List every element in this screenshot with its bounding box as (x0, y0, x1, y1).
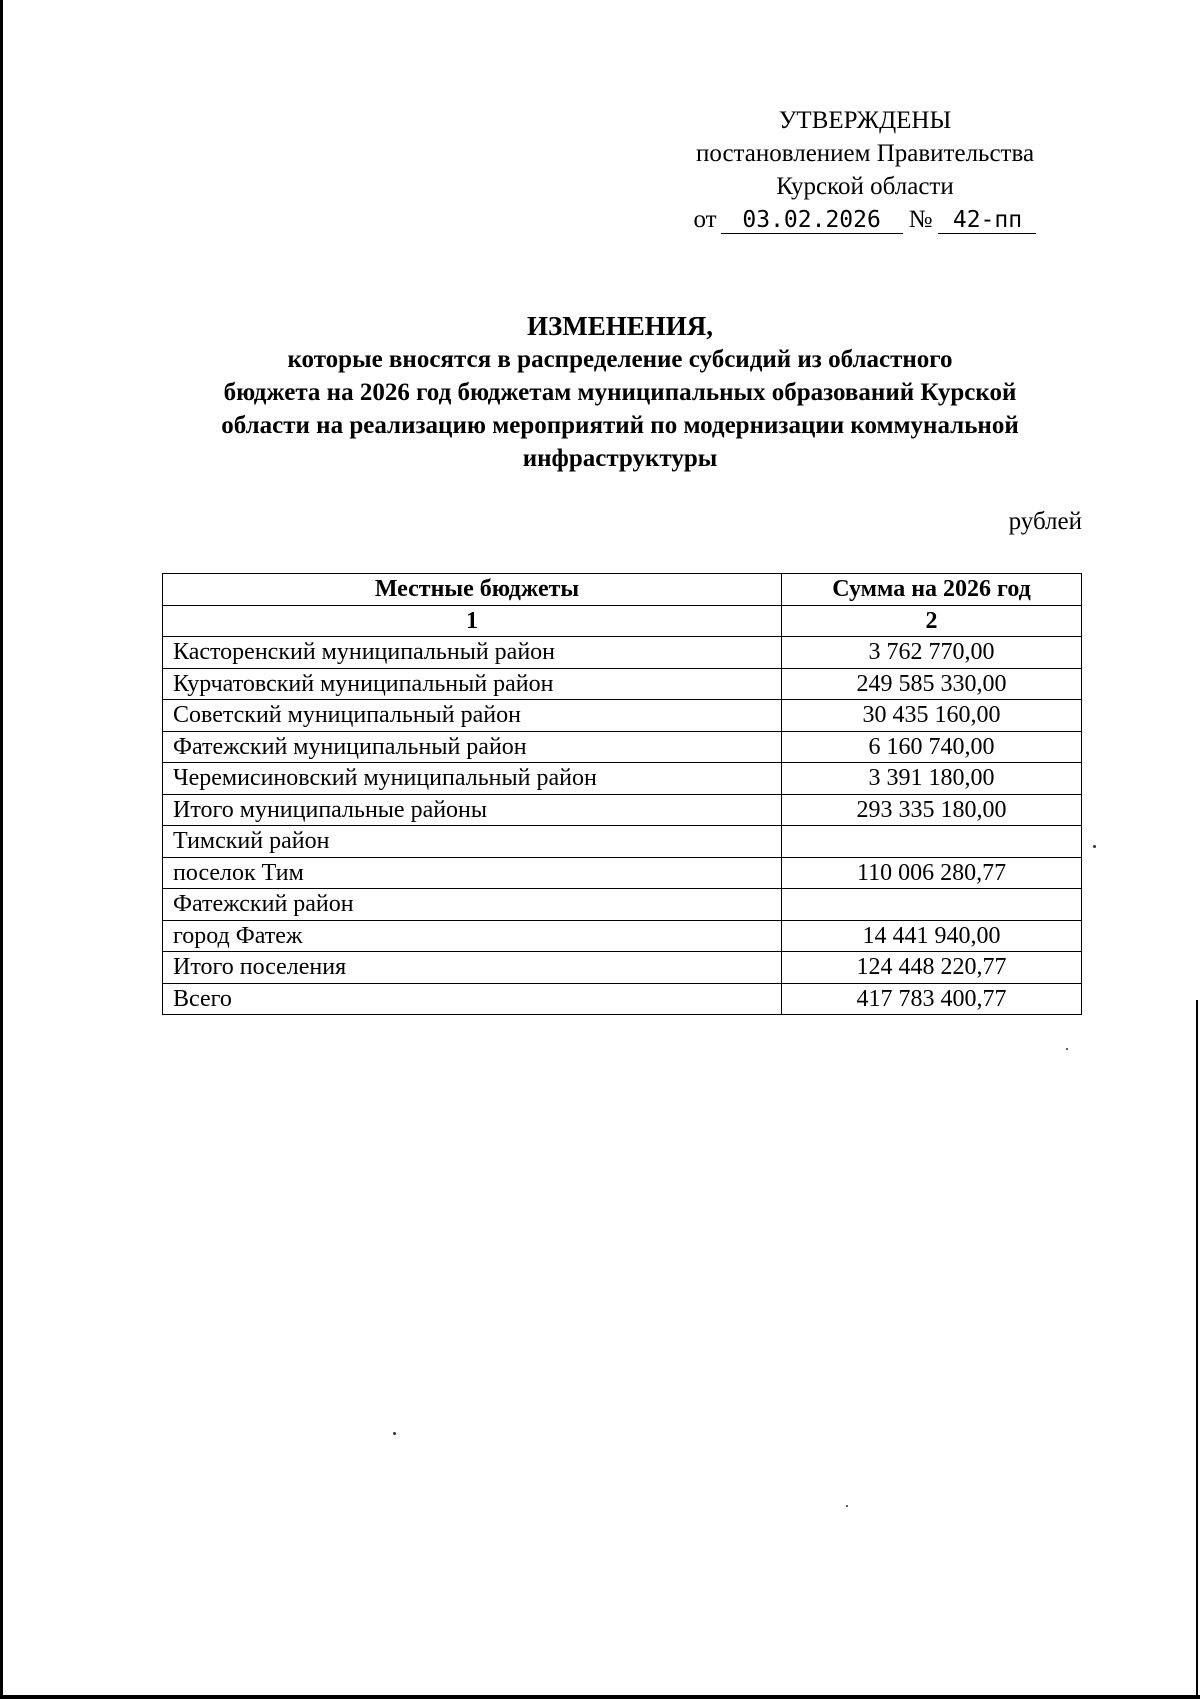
table-row (163, 920, 1082, 952)
column-number-row (163, 605, 1082, 637)
row-name: Советский муниципальный район (163, 700, 782, 732)
row-sum (782, 826, 1082, 858)
row-name: город Фатеж (163, 920, 782, 952)
column-number-2: 2 (782, 605, 1082, 637)
row-sum: 417 783 400,77 (782, 983, 1082, 1015)
table-row (163, 700, 1082, 732)
row-name: Черемисиновский муниципальный район (163, 763, 782, 795)
scan-border-left (0, 0, 3, 1699)
approval-block (640, 104, 1090, 236)
column-number-1: 1 (163, 605, 782, 637)
approval-date-line (640, 203, 1090, 236)
approval-title: УТВЕРЖДЕНЫ (778, 107, 952, 134)
date-prefix: от (693, 206, 717, 233)
scan-border-bottom (0, 1695, 1200, 1699)
scan-speck (846, 1505, 848, 1507)
row-name: Курчатовский муниципальный район (163, 668, 782, 700)
scan-speck (1093, 845, 1096, 848)
resolution-number: 42-пп (938, 207, 1036, 234)
units-label: рублей (1008, 508, 1082, 535)
row-name: Касторенский муниципальный район (163, 637, 782, 669)
table-row-group-fatezh (163, 889, 1082, 921)
row-name: Итого муниципальные районы (163, 794, 782, 826)
approval-region-line: Курской области (776, 173, 954, 200)
title-heading: ИЗМЕНЕНИЯ, (526, 311, 713, 341)
row-sum: 293 335 180,00 (782, 794, 1082, 826)
row-name: Всего (163, 983, 782, 1015)
number-sign: № (908, 206, 933, 233)
row-sum (782, 889, 1082, 921)
row-sum: 30 435 160,00 (782, 700, 1082, 732)
table-row-grand-total (163, 983, 1082, 1015)
resolution-date: 03.02.2026 (721, 207, 903, 234)
row-sum: 124 448 220,77 (782, 952, 1082, 984)
title-line-1: которые вносятся в распределение субсидий из областного (287, 346, 953, 373)
row-sum: 3 391 180,00 (782, 763, 1082, 795)
title-line-4: инфраструктуры (522, 445, 718, 472)
scan-speck (393, 1432, 396, 1435)
document-title (150, 310, 1090, 475)
table-row-group-tim (163, 826, 1082, 858)
header-local-budgets: Местные бюджеты (163, 574, 782, 606)
table-row (163, 731, 1082, 763)
table-row (163, 668, 1082, 700)
row-sum: 110 006 280,77 (782, 857, 1082, 889)
budget-table (162, 573, 1082, 1015)
row-name: Тимский район (163, 826, 782, 858)
table-row-subtotal-settlements (163, 952, 1082, 984)
table-row-subtotal-districts (163, 794, 1082, 826)
table-row (163, 637, 1082, 669)
row-name: Итого поселения (163, 952, 782, 984)
row-name: Фатежский муниципальный район (163, 731, 782, 763)
row-sum: 249 585 330,00 (782, 668, 1082, 700)
scan-speck (1066, 1048, 1068, 1050)
row-sum: 3 762 770,00 (782, 637, 1082, 669)
table-header-row (163, 574, 1082, 606)
header-sum-2026: Сумма на 2026 год (782, 574, 1082, 606)
row-sum: 6 160 740,00 (782, 731, 1082, 763)
table-row (163, 857, 1082, 889)
table-row (163, 763, 1082, 795)
row-sum: 14 441 940,00 (782, 920, 1082, 952)
title-line-2: бюджета на 2026 год бюджетам муниципальных образований Курской (223, 379, 1017, 406)
scan-border-right (1196, 1000, 1198, 1699)
approval-issuer-line: постановлением Правительства (695, 140, 1035, 167)
row-name: Фатежский район (163, 889, 782, 921)
title-line-3: области на реализацию мероприятий по модернизации коммунальной (221, 412, 1019, 439)
row-name: поселок Тим (163, 857, 782, 889)
